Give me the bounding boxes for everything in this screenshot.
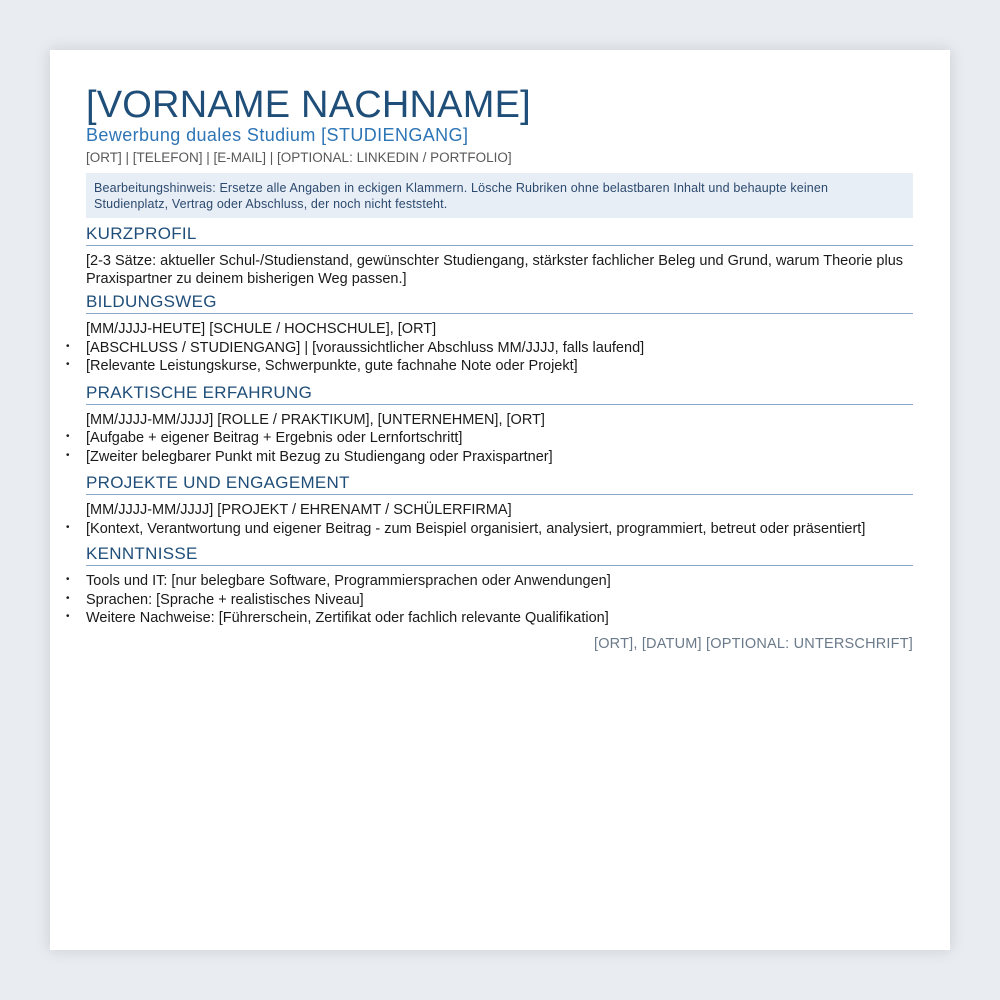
- contact-line: [ORT] | [TELEFON] | [E-MAIL] | [OPTIONAL: LINKEDIN / PORTFOLIO]: [86, 150, 512, 165]
- bildungsweg-bullet: • [Relevante Leistungskurse, Schwerpunkte, gute fachnahe Note oder Projekt]: [86, 357, 913, 376]
- praxis-bullet: • [Zweiter belegbarer Punkt mit Bezug zu Studiengang oder Praxispartner]: [86, 448, 913, 467]
- signature-line: [ORT], [DATUM] [OPTIONAL: UNTERSCHRIFT]: [593, 635, 913, 652]
- bildungsweg-bullet: • [ABSCHLUSS / STUDIENGANG] | [voraussichtlicher Abschluss MM/JJJJ, falls laufend]: [86, 339, 913, 358]
- editing-hint: Bearbeitungshinweis: Ersetze alle Angaben in eckigen Klammern. Lösche Rubriken ohne belastbaren Inhalt und behaupte keinen Studienplatz, Vertrag oder Abschluss, der noch nicht feststeht.: [86, 173, 913, 218]
- section-title-praxis: PRAKTISCHE ERFAHRUNG: [86, 383, 913, 405]
- section-title-projekte: PROJEKTE UND ENGAGEMENT: [86, 473, 913, 495]
- kurzprofil-text: [2-3 Sätze: aktueller Schul-/Studienstand, gewünschter Studiengang, stärkster fachlicher Beleg und Grund, warum Theorie plus Praxispartner zu deinem bisherigen Weg passen.]: [86, 253, 904, 287]
- applicant-name: [VORNAME NACHNAME]: [86, 84, 531, 126]
- kenntnisse-bullet: • Weitere Nachweise: [Führerschein, Zertifikat oder fachlich relevante Qualifikation]: [86, 609, 913, 628]
- bildungsweg-entry: [MM/JJJJ-HEUTE] [SCHULE / HOCHSCHULE], [ORT]: [86, 321, 437, 337]
- praxis-bullet: • [Aufgabe + eigener Beitrag + Ergebnis oder Lernfortschritt]: [86, 429, 913, 448]
- projekte-bullet: • [Kontext, Verantwortung und eigener Beitrag - zum Beispiel organisiert, analysiert, programmiert, betreut oder präsentiert]: [86, 520, 913, 539]
- projekte-entry: [MM/JJJJ-MM/JJJJ] [PROJEKT / EHRENAMT / SCHÜLERFIRMA]: [86, 502, 512, 518]
- application-subtitle: Bewerbung duales Studium [STUDIENGANG]: [86, 125, 469, 145]
- kenntnisse-bullet: • Sprachen: [Sprache + realistisches Niveau]: [86, 591, 913, 610]
- resume-content: [86, 84, 913, 653]
- section-title-kenntnisse: KENNTNISSE: [86, 544, 913, 566]
- section-title-kurzprofil: KURZPROFIL: [86, 224, 913, 246]
- section-title-bildungsweg: BILDUNGSWEG: [86, 292, 913, 314]
- praxis-entry: [MM/JJJJ-MM/JJJJ] [ROLLE / PRAKTIKUM], [UNTERNEHMEN], [ORT]: [86, 411, 545, 428]
- resume-page: [50, 50, 950, 950]
- kenntnisse-bullet: • Tools und IT: [nur belegbare Software, Programmiersprachen oder Anwendungen]: [86, 572, 913, 591]
